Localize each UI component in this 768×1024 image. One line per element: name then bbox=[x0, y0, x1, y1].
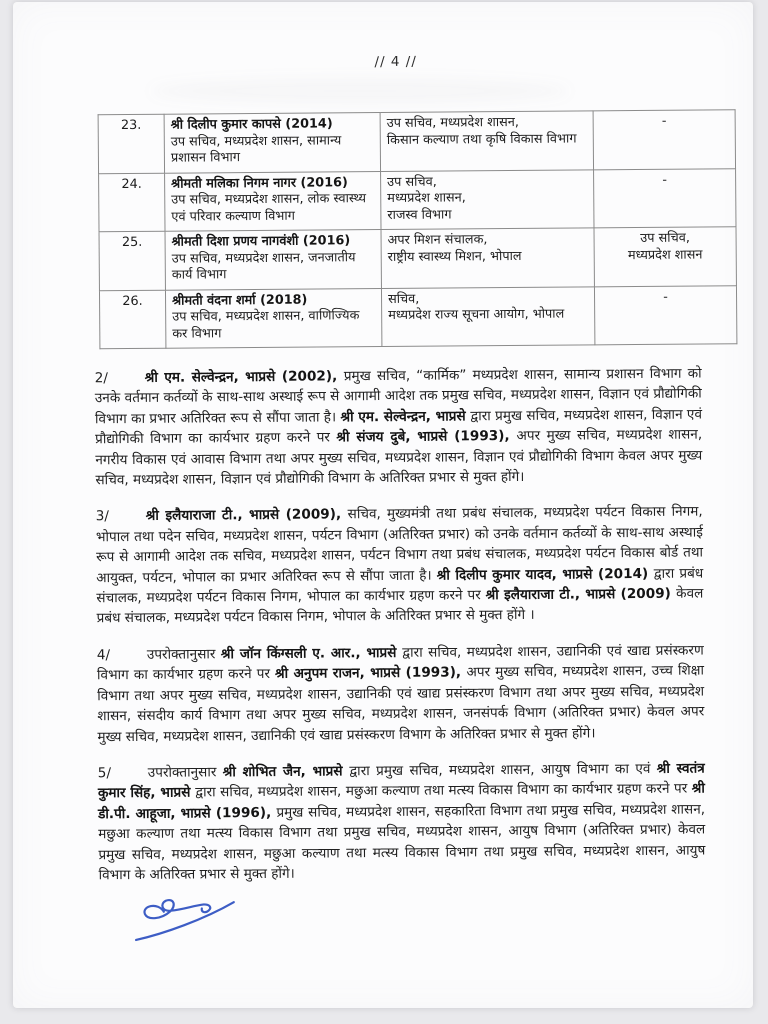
paragraph-number: 5/ bbox=[97, 765, 112, 782]
officer-current-post: उप सचिव, मध्यप्रदेश शासन, लोक स्वास्थ्य एवं परिवार कल्याण विभाग bbox=[171, 191, 367, 225]
officer-current-post: उप सचिव, मध्यप्रदेश शासन, सामान्य प्रशासन विभाग bbox=[170, 132, 342, 166]
officer-name-emphasis: श्री अनुपम राजन, भाप्रसे (1993), bbox=[274, 664, 467, 683]
paragraph-text: अपर मुख्य सचिव, मध्यप्रदेश शासन, नगरीय विकास एवं आवास विभाग तथा अपर मुख्य सचिव, मध्यप्रदेश शासन, विज्ञान एवं प्रौद्योगिकी विभाग केवल अपर मुख्य सचिव, मध्यप्रदेश शासन, विज्ञान एवं प्रौद्योगिकी विभाग के अतिरिक्त प्रभार से मुक्त होंगे। bbox=[95, 426, 703, 489]
paragraph-number: 3/ bbox=[95, 508, 110, 525]
table-row bbox=[99, 285, 736, 349]
paragraph-text: द्वारा प्रमुख सचिव, मध्यप्रदेश शासन, विज्ञान एवं प्रौद्योगिकी विभाग का कार्यभार ग्रहण करने पर bbox=[95, 406, 703, 448]
paragraphs bbox=[95, 364, 706, 886]
assigned-charge-cell: अपर मिशन संचालक, राष्ट्रीय स्वास्थ्य मिशन, भोपाल bbox=[381, 228, 594, 288]
paragraph-text: प्रमुख सचिव, “कार्मिक” मध्यप्रदेश शासन, सामान्य प्रशासन विभाग को उनके वर्तमान कर्तव्यों के साथ-साथ अस्थाई रूप से आगामी आदेश तक प्रमुख सचिव, मध्यप्रदेश शासन, विज्ञान एवं प्रौद्योगिकी विभाग का प्रभार अतिरिक्त रूप से सौंपा जाता है। bbox=[94, 365, 702, 428]
document-body bbox=[93, 110, 706, 902]
officer-name-emphasis: श्री जॉन किंग्सली ए. आर., भाप्रसे bbox=[220, 644, 403, 663]
officer-name-emphasis: श्री संजय दुबे, भाप्रसे (1993), bbox=[336, 428, 517, 446]
paragraph-text: अपर मुख्य सचिव, मध्यप्रदेश शासन, उच्च शिक्षा विभाग तथा अपर मुख्य सचिव, मध्यप्रदेश शासन, उद्यानिकी एवं खाद्य प्रसंस्करण विभाग तथा अपर मुख्य सचिव, मध्यप्रदेश शासन, संसदीय कार्य विभाग तथा अपर मुख्य सचिव, मध्यप्रदेश शासन, जनसंपर्क विभाग (अतिरिक्त प्रभार) केवल अपर मुख्य सचिव, मध्यप्रदेश शासन, उद्यानिकी एवं खाद्य प्रसंस्करण विभाग के अतिरिक्त प्रभार से मुक्त होंगे। bbox=[97, 662, 705, 745]
signature-ink bbox=[130, 889, 250, 946]
officer-name: श्री दिलीप कुमार कापसे (2014) bbox=[170, 116, 333, 133]
order-paragraph bbox=[95, 364, 703, 491]
officer-name-emphasis: श्री इलैयाराजा टी., भाप्रसे (2009) bbox=[485, 585, 677, 604]
paragraph-text: द्वारा प्रबंध संचालक, मध्यप्रदेश पर्यटन विकास निगम, भोपाल का कार्यभार ग्रहण करने पर bbox=[96, 565, 704, 607]
paragraph-number: 2/ bbox=[94, 370, 108, 387]
row-serial: 26. bbox=[99, 290, 165, 349]
table-row bbox=[99, 168, 736, 232]
order-paragraph bbox=[97, 640, 705, 747]
remark-cell: - bbox=[594, 285, 736, 345]
officer-name: श्रीमती दिशा प्रणय नागवंशी (2016) bbox=[171, 233, 351, 250]
order-paragraph bbox=[96, 502, 704, 629]
row-serial: 25. bbox=[99, 231, 165, 290]
officer-name-emphasis: श्री डी.पी. आहूजा, भाप्रसे (1996), bbox=[98, 780, 705, 822]
page-number: // 4 // bbox=[374, 53, 417, 71]
paragraph-text: द्वारा प्रमुख सचिव, मध्यप्रदेश शासन, आयुष विभाग का एवं bbox=[349, 760, 657, 780]
officer-current-post: उप सचिव, मध्यप्रदेश शासन, वाणिज्यिक कर विभाग bbox=[172, 308, 360, 342]
officer-cell bbox=[164, 113, 380, 173]
officer-name-emphasis: श्री दिलीप कुमार यादव, भाप्रसे (2014) bbox=[436, 565, 654, 584]
officer-table-body bbox=[98, 110, 737, 349]
officer-name: श्रीमती मलिका निगम नागर (2016) bbox=[171, 174, 348, 192]
row-serial: 23. bbox=[98, 114, 164, 173]
assigned-charge-cell: सचिव, मध्यप्रदेश राज्य सूचना आयोग, भोपाल bbox=[381, 286, 594, 346]
paragraph-text: प्रमुख सचिव, मध्यप्रदेश शासन, सहकारिता विभाग तथा प्रमुख सचिव, मध्यप्रदेश शासन, मछुआ कल्याण तथा मत्स्य विकास विभाग तथा प्रमुख सचिव, मध्यप्रदेश शासन, आयुष विभाग (अतिरिक्त प्रभार) केवल प्रमुख सचिव, मध्यप्रदेश शासन, मछुआ कल्याण तथा मत्स्य विकास विभाग तथा प्रमुख सचिव, मध्यप्रदेश शासन, आयुष विभाग के अतिरिक्त प्रभार से मुक्त होंगे। bbox=[98, 801, 706, 884]
paragraph-text: द्वारा सचिव, मध्यप्रदेश शासन, मछुआ कल्याण तथा मत्स्य विकास विभाग का कार्यभार ग्रहण करने पर bbox=[195, 780, 692, 801]
officer-cell bbox=[165, 288, 381, 348]
row-serial: 24. bbox=[99, 173, 165, 232]
table-row bbox=[98, 110, 735, 174]
paragraph-number: 4/ bbox=[96, 647, 111, 664]
officer-name-emphasis: श्री शोभित जैन, भाप्रसे bbox=[222, 763, 350, 781]
remark-cell: उप सचिव, मध्यप्रदेश शासन bbox=[594, 227, 736, 287]
paragraph-text: द्वारा सचिव, मध्यप्रदेश शासन, उद्यानिकी एवं खाद्य प्रसंस्करण विभाग का कार्यभार ग्रहण करने पर bbox=[96, 642, 704, 684]
remark-cell: - bbox=[594, 168, 736, 228]
paragraph-text: उपरोक्तानुसार bbox=[146, 646, 221, 663]
paragraph-text: केवल प्रबंध संचालक, मध्यप्रदेश पर्यटन विकास निगम, भोपाल के अतिरिक्त प्रभार से मुक्त होंगे । bbox=[96, 585, 704, 627]
officer-current-post: उप सचिव, मध्यप्रदेश शासन, जनजातीय कार्य विभाग bbox=[171, 249, 356, 283]
assigned-charge-cell: उप सचिव, मध्यप्रदेश शासन, राजस्व विभाग bbox=[381, 169, 594, 229]
paragraph-text: सचिव, मुख्यमंत्री तथा प्रबंध संचालक, मध्यप्रदेश पर्यटन विकास निगम, भोपाल तथा पदेन सचिव, मध्यप्रदेश शासन, पर्यटन विभाग (अतिरिक्त प्रभार) को उनके वर्तमान कर्तव्यों के साथ-साथ अस्थाई रूप से आगामी आदेश तक सचिव, मध्यप्रदेश शासन, पर्यटन विभाग तथा प्रबंध संचालक, मध्यप्रदेश पर्यटन विकास बोर्ड तथा आयुक्त, पर्यटन, भोपाल का प्रभार अतिरिक्त रूप से सौंपा जाता है। bbox=[95, 503, 704, 586]
paragraph-text: उपरोक्तानुसार bbox=[147, 764, 223, 781]
officer-transfer-table bbox=[98, 109, 738, 349]
officer-cell bbox=[165, 171, 381, 231]
officer-name-emphasis: श्री स्वतंत्र कुमार सिंह, भाप्रसे bbox=[97, 760, 705, 802]
officer-name-emphasis: श्री एम. सेल्वेन्द्रन, भाप्रसे (2002), bbox=[144, 368, 344, 386]
officer-name-emphasis: श्री एम. सेल्वेन्द्रन, भाप्रसे bbox=[340, 408, 471, 426]
officer-cell bbox=[165, 230, 381, 290]
officer-name-emphasis: श्री इलैयाराजा टी., भाप्रसे (2009), bbox=[145, 506, 348, 525]
order-paragraph bbox=[98, 758, 706, 885]
assigned-charge-cell: उप सचिव, मध्यप्रदेश शासन, किसान कल्याण तथा कृषि विकास विभाग bbox=[380, 111, 593, 171]
officer-name: श्रीमती वंदना शर्मा (2018) bbox=[171, 292, 308, 309]
table-row bbox=[99, 227, 736, 291]
remark-cell: - bbox=[593, 110, 735, 170]
